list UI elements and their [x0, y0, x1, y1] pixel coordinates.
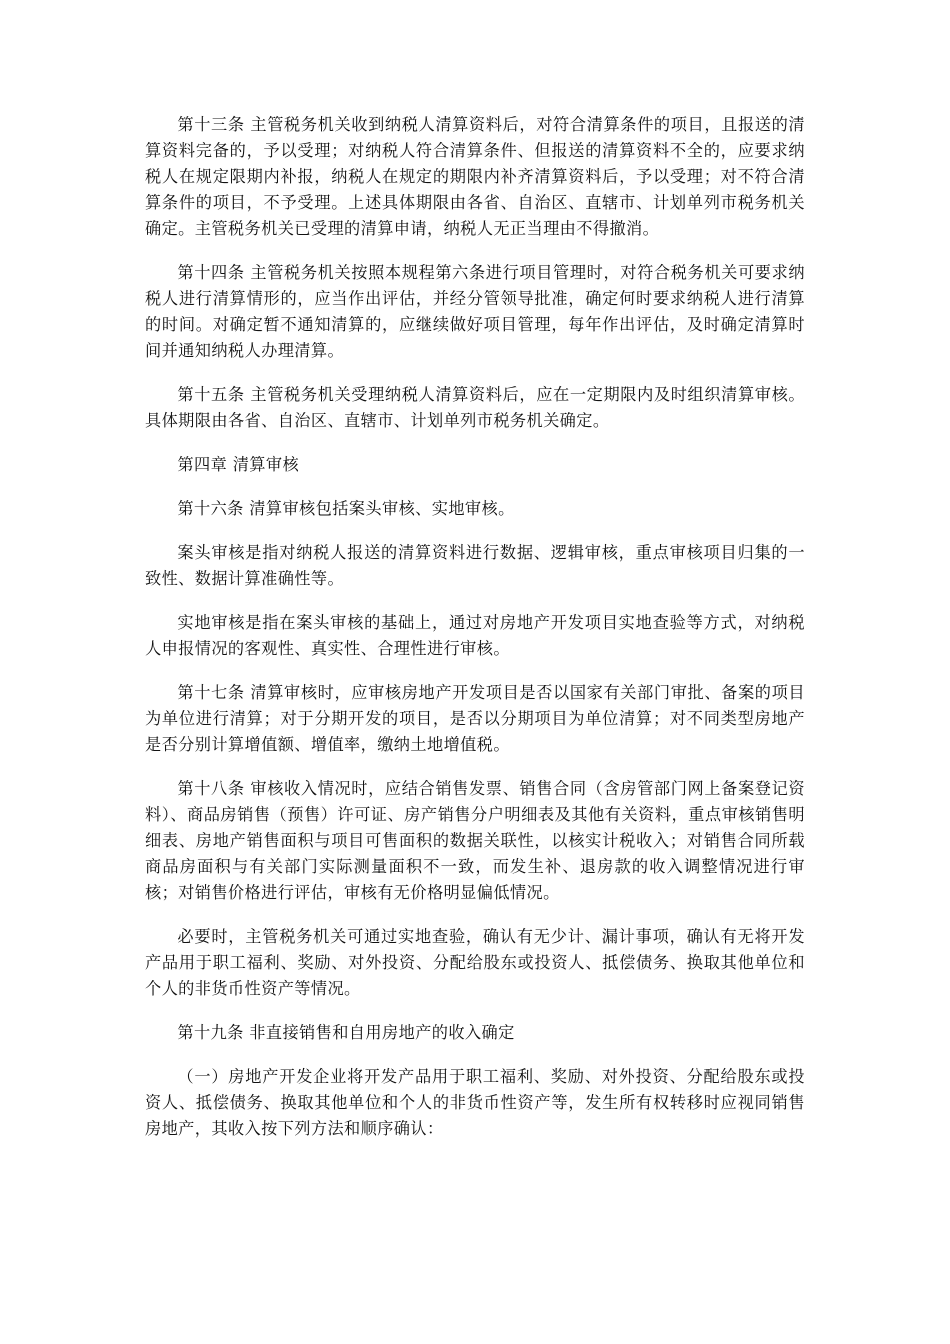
article-14: 第十四条 主管税务机关按照本规程第六条进行项目管理时，对符合税务机关可要求纳税人进行清算情形的，应当作出评估，并经分管领导批准，确定何时要求纳税人进行清算的时间。对确定暂不通知清算的，应继续做好项目管理，每年作出评估，及时确定清算时间并通知纳税人办理清算。	[145, 263, 805, 360]
article-13: 第十三条 主管税务机关收到纳税人清算资料后，对符合清算条件的项目，且报送的清算资料完备的，予以受理；对纳税人符合清算条件、但报送的清算资料不全的，应要求纳税人在规定限期内补报，纳税人在规定的期限内补齐清算资料后，予以受理；对不符合清算条件的项目，不予受理。上述具体期限由各省、自治区、直辖市、计划单列市税务机关确定。主管税务机关已受理的清算申请，纳税人无正当理由不得撤消。	[145, 115, 805, 238]
article-15: 第十五条 主管税务机关受理纳税人清算资料后，应在一定期限内及时组织清算审核。具体期限由各省、自治区、直辖市、计划单列市税务机关确定。	[145, 385, 805, 430]
article-19-item-1: （一）房地产开发企业将开发产品用于职工福利、奖励、对外投资、分配给股东或投资人、抵偿债务、换取其他单位和个人的非货币性资产等，发生所有权转移时应视同销售房地产，其收入按下列方法和顺序确认：	[145, 1067, 805, 1138]
article-19-heading: 第十九条 非直接销售和自用房地产的收入确定	[177, 1023, 515, 1042]
article-17: 第十七条 清算审核时，应审核房地产开发项目是否以国家有关部门审批、备案的项目为单位进行清算；对于分期开发的项目，是否以分期项目为单位清算；对不同类型房地产是否分别计算增值额、增值率，缴纳土地增值税。	[145, 683, 805, 754]
document-page	[145, 112, 805, 1160]
field-inspection-paragraph: 必要时，主管税务机关可通过实地查验，确认有无少计、漏计事项，确认有无将开发产品用于职工福利、奖励、对外投资、分配给股东或投资人、抵偿债务、换取其他单位和个人的非货币性资产等情况。	[145, 927, 805, 998]
article-18: 第十八条 审核收入情况时，应结合销售发票、销售合同（含房管部门网上备案登记资料）、商品房销售（预售）许可证、房产销售分户明细表及其他有关资料，重点审核销售明细表、房地产销售面积与项目可售面积的数据关联性，以核实计税收入；对销售合同所载商品房面积与有关部门实际测量面积不一致，而发生补、退房款的收入调整情况进行审核；对销售价格进行评估，审核有无价格明显偏低情况。	[145, 779, 805, 902]
chapter-4-heading: 第四章 清算审核	[177, 455, 300, 474]
article-16: 第十六条 清算审核包括案头审核、实地审核。	[177, 499, 515, 518]
desk-review-paragraph: 案头审核是指对纳税人报送的清算资料进行数据、逻辑审核，重点审核项目归集的一致性、数据计算准确性等。	[145, 543, 805, 588]
field-review-paragraph: 实地审核是指在案头审核的基础上，通过对房地产开发项目实地查验等方式，对纳税人申报情况的客观性、真实性、合理性进行审核。	[145, 613, 805, 658]
